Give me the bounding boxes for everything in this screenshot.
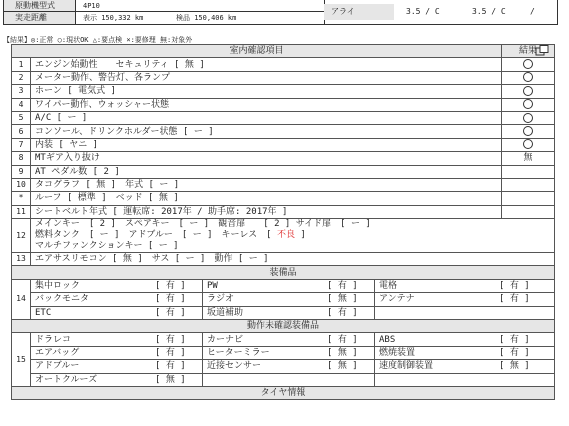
equipment-value: [ 有 ] — [155, 348, 186, 358]
ok-circle-icon — [523, 72, 533, 82]
odometer-value: 表示 150,332 km — [83, 14, 144, 22]
equipment-name: アドブルー — [35, 361, 80, 372]
item-result — [502, 205, 555, 218]
equipment-cell — [203, 360, 375, 373]
item-number: 5 — [12, 111, 31, 124]
item-number: 7 — [12, 138, 31, 151]
inspection-table — [11, 44, 555, 400]
equipment-cell — [375, 346, 555, 359]
table-row-keys — [12, 219, 555, 253]
result-column-header: 結果 — [502, 45, 555, 58]
keys-line-1: メインキー [ 2 ] スペアキー [ ー ] 観音扉 [ 2 ] サイド扉 [ ー ] — [35, 219, 371, 230]
equipment-name: ラジオ — [207, 294, 235, 305]
equipment-entry — [207, 347, 374, 359]
unchecked-equipment-title: 動作未確認装備品 — [12, 320, 555, 333]
equipment-cell — [203, 346, 375, 359]
table-row — [12, 125, 555, 138]
table-row — [12, 178, 555, 191]
equipment-cell — [203, 306, 375, 319]
item-result — [502, 71, 555, 84]
ok-circle-icon — [523, 113, 533, 123]
equipment-value: [ 有 ] — [499, 334, 530, 345]
equipment-value: [ 無 ] — [499, 361, 530, 372]
keys-line-3: マルチファンクションキー [ ー ] — [35, 241, 179, 252]
equipment-cell — [31, 306, 203, 319]
table-row — [12, 165, 555, 178]
item-label: AT ペダル数 [ 2 ] — [31, 165, 502, 178]
item-label: エンジン始動性 セキュリティ [ 無 ] — [31, 58, 502, 71]
item-result: 無 — [502, 152, 555, 165]
equipment-cell — [375, 333, 555, 346]
equipment-entry — [35, 347, 202, 359]
item-number: 13 — [12, 253, 31, 266]
equipment-name: 坂道補助 — [207, 307, 244, 318]
equipment-entry — [379, 334, 554, 346]
item-label: コンソール、ドリンクホルダー状態 [ ー ] — [31, 125, 502, 138]
model-label: 原動機型式 — [4, 0, 76, 12]
item-result — [502, 178, 555, 191]
item-number: 8 — [12, 152, 31, 165]
equipment-name: カーナビ — [207, 334, 244, 345]
equipment-value: [ 無 ] — [327, 294, 358, 305]
equipment-entry — [379, 360, 554, 372]
equipment-cell — [31, 373, 203, 386]
equipment-name: ヒーターミラー — [207, 348, 270, 358]
item-number: 15 — [12, 333, 31, 387]
item-label: エアサスリモコン [ 無 ] サス [ ー ] 動作 [ ー ] — [31, 253, 555, 266]
equipment-value: [ 有 ] — [155, 281, 186, 292]
equipment-value: [ 有 ] — [499, 294, 530, 305]
model-value: 4P10 — [83, 2, 100, 10]
item-number: 12 — [12, 219, 31, 253]
equipment-entry — [207, 360, 374, 372]
table-row — [12, 85, 555, 98]
table-row — [12, 192, 555, 205]
vehicle-header — [3, 0, 558, 25]
table-row — [12, 205, 555, 218]
equipment-value: [ 有 ] — [327, 281, 358, 292]
equipment-entry — [207, 334, 374, 346]
equipment-entry — [379, 293, 554, 305]
item-label: シートベルト年式 [ 運転席: 2017年 / 助手席: 2017年 ] — [31, 205, 502, 218]
table-row — [12, 71, 555, 84]
equipment-title: 装備品 — [12, 266, 555, 279]
equipment-cell — [375, 293, 555, 306]
equipment-entry — [35, 307, 202, 319]
table-row — [12, 98, 555, 111]
tire-section-header-row — [12, 386, 555, 399]
item-number: 3 — [12, 85, 31, 98]
table-row — [12, 152, 555, 165]
item-result — [502, 165, 555, 178]
equipment-entry — [379, 307, 554, 319]
item-label: ワイパー動作、ウォッシャー状態 — [31, 98, 502, 111]
ok-circle-icon — [523, 86, 533, 96]
equipment-name: PW — [207, 281, 218, 292]
item-label: ホーン [ 電気式 ] — [31, 85, 502, 98]
copy-icon[interactable] — [535, 45, 549, 56]
equipment-cell — [375, 360, 555, 373]
equipment-entry — [35, 334, 202, 346]
equipment-name: 燃焼装置 — [379, 348, 416, 358]
table-row — [12, 253, 555, 266]
item-result — [502, 85, 555, 98]
keys-line-2-end: ] — [294, 230, 306, 241]
equipment-name: ドラレコ — [35, 334, 72, 345]
unchecked-equipment-row — [12, 360, 555, 373]
equipment-name: ABS — [379, 334, 396, 345]
item-label: A/C [ ー ] — [31, 111, 502, 124]
equipment-value: [ 有 ] — [155, 294, 186, 305]
equipment-name: 近接センサー — [207, 361, 262, 372]
equipment-value: [ 有 ] — [327, 334, 358, 345]
inspected-distance-value: 検品 150,406 km — [176, 14, 237, 22]
equipment-value: [ 無 ] — [327, 348, 358, 358]
unchecked-equipment-row — [12, 346, 555, 359]
unchecked-equipment-header-row — [12, 320, 555, 333]
equipment-cell — [203, 293, 375, 306]
ok-circle-icon — [523, 99, 533, 109]
item-label: メーター動作、警告灯、各ランプ — [31, 71, 502, 84]
keyless-status: 不良 — [276, 230, 295, 241]
table-row — [12, 58, 555, 71]
item-number: 4 — [12, 98, 31, 111]
equipment-cell — [31, 360, 203, 373]
interior-section-title: 室内確認項目 — [12, 45, 502, 58]
equipment-name: ETC — [35, 307, 52, 318]
equipment-value: [ 有 ] — [327, 307, 358, 318]
equipment-cell — [375, 306, 555, 319]
equipment-entry — [207, 280, 374, 292]
unchecked-equipment-row — [12, 333, 555, 346]
equipment-entry — [379, 347, 554, 359]
equipment-cell — [203, 333, 375, 346]
item-label: 内装 [ ヤニ ] — [31, 138, 502, 151]
equipment-name: 電格 — [379, 281, 398, 292]
table-row — [12, 138, 555, 151]
ok-circle-icon — [523, 139, 533, 149]
equipment-cell — [375, 373, 555, 386]
equipment-entry — [35, 293, 202, 305]
equipment-entry — [35, 280, 202, 292]
equipment-entry — [207, 293, 374, 305]
equipment-value: [ 有 ] — [155, 361, 186, 372]
keys-line-2-text: 燃料タンク [ ー ] アドブルー [ ー ] キーレス [ — [35, 230, 277, 241]
section-header-row — [12, 45, 555, 58]
equipment-value: [ 無 ] — [155, 374, 186, 385]
equipment-value: [ 有 ] — [155, 307, 186, 318]
item-result — [502, 111, 555, 124]
item-number: 11 — [12, 205, 31, 218]
equipment-cell — [375, 279, 555, 292]
equipment-name: 集中ロック — [35, 281, 80, 292]
item-result — [502, 125, 555, 138]
equipment-cell — [31, 346, 203, 359]
item-number: 2 — [12, 71, 31, 84]
item-result — [502, 98, 555, 111]
equipment-header-row — [12, 266, 555, 279]
keys-line-2 — [35, 230, 554, 241]
equipment-value: [ 有 ] — [499, 348, 530, 358]
item-number: * — [12, 192, 31, 205]
item-result — [502, 138, 555, 151]
equipment-name: アンテナ — [379, 294, 415, 305]
equipment-row — [12, 306, 555, 319]
inspection-table-body — [12, 45, 555, 400]
equipment-entry — [207, 307, 374, 319]
equipment-value: [ 有 ] — [155, 334, 186, 345]
result-legend: 【結果】◎:正常 ○:現状OK △:要点検 ×:要修理 無:対象外 — [3, 36, 193, 44]
item-number: 9 — [12, 165, 31, 178]
item-number: 14 — [12, 279, 31, 319]
ok-circle-icon — [523, 126, 533, 136]
equipment-entry — [379, 280, 554, 292]
equipment-name: オートクルーズ — [35, 374, 98, 385]
equipment-name: バックモニタ — [35, 294, 90, 305]
tire-section-title: タイヤ情報 — [12, 386, 555, 399]
equipment-entry — [35, 360, 202, 372]
equipment-cell — [31, 293, 203, 306]
arai-value-2: 3.5 / C — [472, 7, 506, 16]
item-result — [502, 192, 555, 205]
item-number: 1 — [12, 58, 31, 71]
equipment-entry — [35, 374, 202, 386]
equipment-entry — [207, 374, 374, 386]
item-number: 6 — [12, 125, 31, 138]
ok-circle-icon — [523, 59, 533, 69]
equipment-row — [12, 279, 555, 292]
item-label: タコグラフ [ 無 ] 年式 [ ー ] — [31, 178, 502, 191]
table-row — [12, 111, 555, 124]
equipment-value: [ 無 ] — [327, 361, 358, 372]
arai-value-1: 3.5 / C — [406, 7, 440, 16]
equipment-cell — [203, 279, 375, 292]
equipment-entry — [379, 374, 554, 386]
equipment-cell — [31, 279, 203, 292]
arai-value-3: / — [530, 7, 535, 16]
equipment-name: 速度制御装置 — [379, 361, 434, 372]
equipment-name: エアバッグ — [35, 348, 80, 358]
unchecked-equipment-row — [12, 373, 555, 386]
equipment-cell — [31, 333, 203, 346]
keys-item — [31, 219, 555, 253]
distance-label: 実走距離 — [4, 12, 76, 24]
equipment-cell — [203, 373, 375, 386]
item-label: MTギア入り抜け — [31, 152, 502, 165]
item-result — [502, 58, 555, 71]
item-number: 10 — [12, 178, 31, 191]
equipment-row — [12, 293, 555, 306]
item-label: ルーフ [ 標準 ] ベッド [ 無 ] — [31, 192, 502, 205]
arai-label: アライ — [324, 4, 394, 20]
equipment-value: [ 有 ] — [499, 281, 530, 292]
